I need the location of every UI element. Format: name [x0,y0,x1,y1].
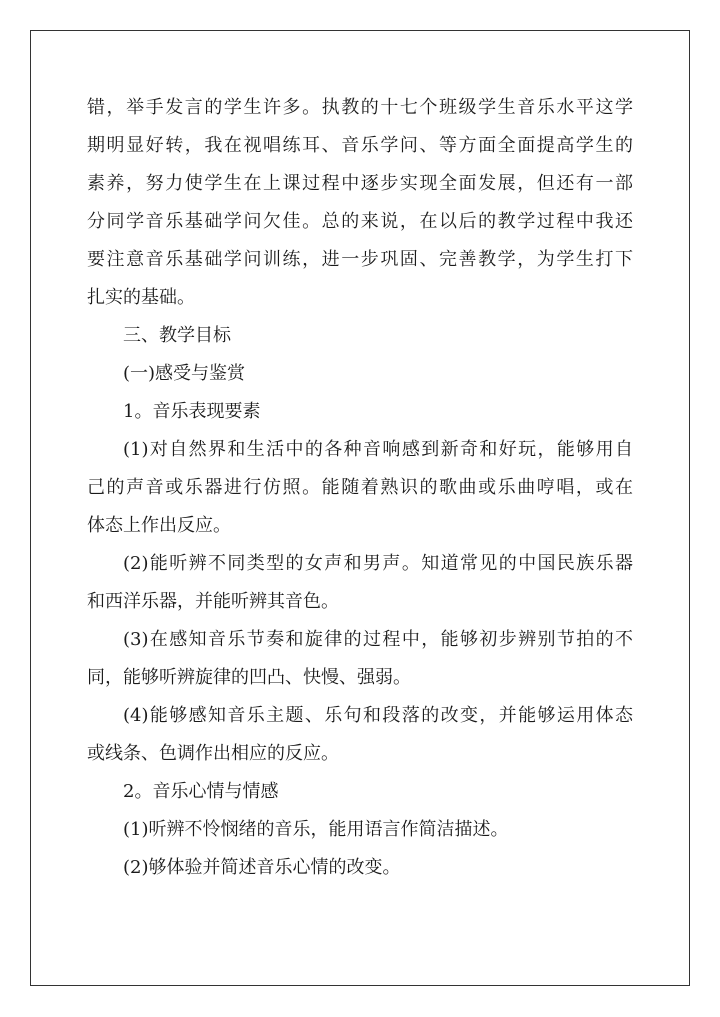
text-line: 和西洋乐器，并能听辨其音色。 [87,591,339,612]
text-line: 错，举手发言的学生许多。执教的十七个班级学生音乐水平这学 [87,97,633,118]
item-heading: 2。音乐心情与情感 [123,781,279,802]
text-line: 期明显好转，我在视唱练耳、音乐学问、等方面全面提高学生的 [87,135,633,156]
text-line: 或线条、色调作出相应的反应。 [87,743,339,764]
text-line: 素养，努力使学生在上课过程中逐步实现全面发展，但还有一部 [87,173,633,194]
text-line: (3)在感知音乐节奏和旋律的过程中，能够初步辨别节拍的不 [123,629,633,650]
text-line: 要注意音乐基础学问训练，进一步巩固、完善教学，为学生打下 [87,249,633,270]
text-line: 扎实的基础。 [87,287,195,308]
text-line: 己的声音或乐器进行仿照。能随着熟识的歌曲或乐曲哼唱，或在 [87,477,633,498]
document-body [87,89,633,887]
text-line: 体态上作出反应。 [87,515,231,536]
text-line: (2)能听辨不同类型的女声和男声。知道常见的中国民族乐器 [123,553,633,574]
text-line: (1)对自然界和生活中的各种音响感到新奇和好玩，能够用自 [123,439,633,460]
text-line: (4)能够感知音乐主题、乐句和段落的改变，并能够运用体态 [123,705,633,726]
item-heading: 1。音乐表现要素 [123,401,261,422]
text-line: 同，能够听辨旋律的凹凸、快慢、强弱。 [87,667,411,688]
section-heading: 三、教学目标 [123,325,231,346]
text-line: (2)够体验并简述音乐心情的改变。 [123,857,401,878]
text-line: (1)听辨不怜悯绪的音乐，能用语言作简洁描述。 [123,819,509,840]
text-line: 分同学音乐基础学问欠佳。总的来说，在以后的教学过程中我还 [87,211,633,232]
subsection-heading: (一)感受与鉴赏 [123,363,246,384]
